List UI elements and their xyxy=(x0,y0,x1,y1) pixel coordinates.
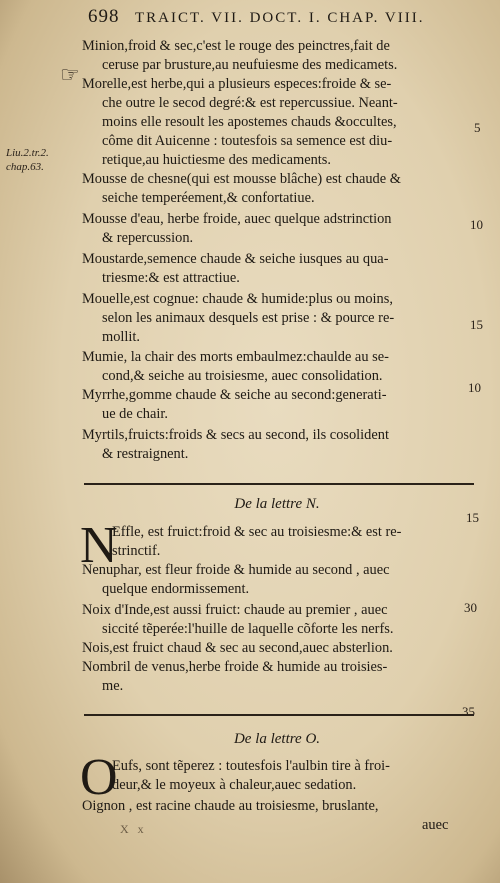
text-line: Eufs, sont tẽperez : toutesfois l'aulbin tire à froi- xyxy=(112,758,390,774)
text-line: deur,& le moyeux à chaleur,auec sedation. xyxy=(112,777,357,793)
signature-mark: X x xyxy=(120,822,147,836)
text-line: Moustarde,semence chaude & seiche iusques au qua- xyxy=(82,251,389,267)
catchword: auec xyxy=(422,817,449,833)
text-line: selon les animaux desquels est prise : & pource re- xyxy=(102,310,395,326)
margin-number: 15 xyxy=(466,510,479,525)
margin-number: 15 xyxy=(470,317,483,332)
text-line: côme dit Auicenne : toutesfois sa semence est diu- xyxy=(102,133,393,149)
section-heading-n: De la lettre N. xyxy=(234,496,320,512)
page-number: 698 xyxy=(88,6,120,27)
text-line: Mousse d'eau, herbe froide, auec quelque adstrinction xyxy=(82,211,392,227)
text-line: Mousse de chesne(qui est mousse blâche) est chaude & xyxy=(82,171,401,187)
text-line: me. xyxy=(102,678,124,694)
text-line: mollit. xyxy=(102,329,140,345)
text-line: Mumie, la chair des morts embaulmez:chaulde au se- xyxy=(82,349,389,365)
text-line: strinctif. xyxy=(112,543,161,559)
text-line: cond,& seiche au troisiesme, auec consolidation. xyxy=(102,368,383,384)
dropcap-o: O xyxy=(80,749,118,806)
text-line: Oignon , est racine chaude au troisiesme, bruslante, xyxy=(82,798,379,814)
text-line: ceruse par brusture,au neufuiesme des medicamets. xyxy=(102,57,398,73)
text-line: che outre le secod degré:& est repercussiue. Neant- xyxy=(102,95,398,111)
text-line: Nombril de venus,herbe froide & humide au troisies- xyxy=(82,659,388,675)
text-line: Myrtils,fruicts:froids & secs au second, ils cosolident xyxy=(82,427,389,443)
text-line: Noix d'Inde,est aussi fruict: chaude au premier , auec xyxy=(82,602,388,618)
margin-number: 10 xyxy=(470,217,483,232)
running-title: TRAICT. VII. DOCT. I. CHAP. VIII. xyxy=(135,10,425,26)
dropcap-n: N xyxy=(80,517,118,574)
text-line: Myrrhe,gomme chaude & seiche au second:generati- xyxy=(82,387,387,403)
text-line: Minion,froid & sec,c'est le rouge des peinctres,fait de xyxy=(82,38,390,54)
text-line: moins elle resoult les apostemes chauds &occultes, xyxy=(102,114,397,130)
text-line: seiche temperéement,& confortatiue. xyxy=(102,190,315,206)
text-line: & restraignent. xyxy=(102,446,189,462)
text-line: Nenuphar, est fleur froide & humide au second , auec xyxy=(82,562,390,578)
text-line: siccité tẽperée:l'huille de laquelle cõforte les nerfs. xyxy=(102,621,394,637)
text-line: quelque endormissement. xyxy=(102,581,250,597)
text-line: Mouelle,est cognue: chaude & humide:plus ou moins, xyxy=(82,291,393,307)
text-line: Effle, est fruict:froid & sec au troisiesme:& est re- xyxy=(112,524,402,540)
section-rule xyxy=(84,483,474,485)
margin-number: 30 xyxy=(464,600,477,615)
side-note-line-2: chap.63. xyxy=(6,161,44,173)
margin-number: 5 xyxy=(474,120,481,135)
manicule-icon: ☞ xyxy=(60,62,80,87)
text-line: ue de chair. xyxy=(102,406,168,422)
text-line: triesme:& est attractiue. xyxy=(102,270,240,286)
side-note-line-1: Liu.2.tr.2. xyxy=(6,147,49,159)
text-line: Nois,est fruict chaud & sec au second,auec absterlion. xyxy=(82,640,393,656)
text-line: Morelle,est herbe,qui a plusieurs especes:froide & se- xyxy=(82,76,392,92)
running-header xyxy=(88,6,468,34)
text-line: retique,au huictiesme des medicaments. xyxy=(102,152,331,168)
text-line: & repercussion. xyxy=(102,230,194,246)
section-heading-o: De la lettre O. xyxy=(233,731,321,747)
section-rule xyxy=(84,714,474,716)
margin-number: 10 xyxy=(468,380,481,395)
margin-number: 35 xyxy=(462,704,475,719)
